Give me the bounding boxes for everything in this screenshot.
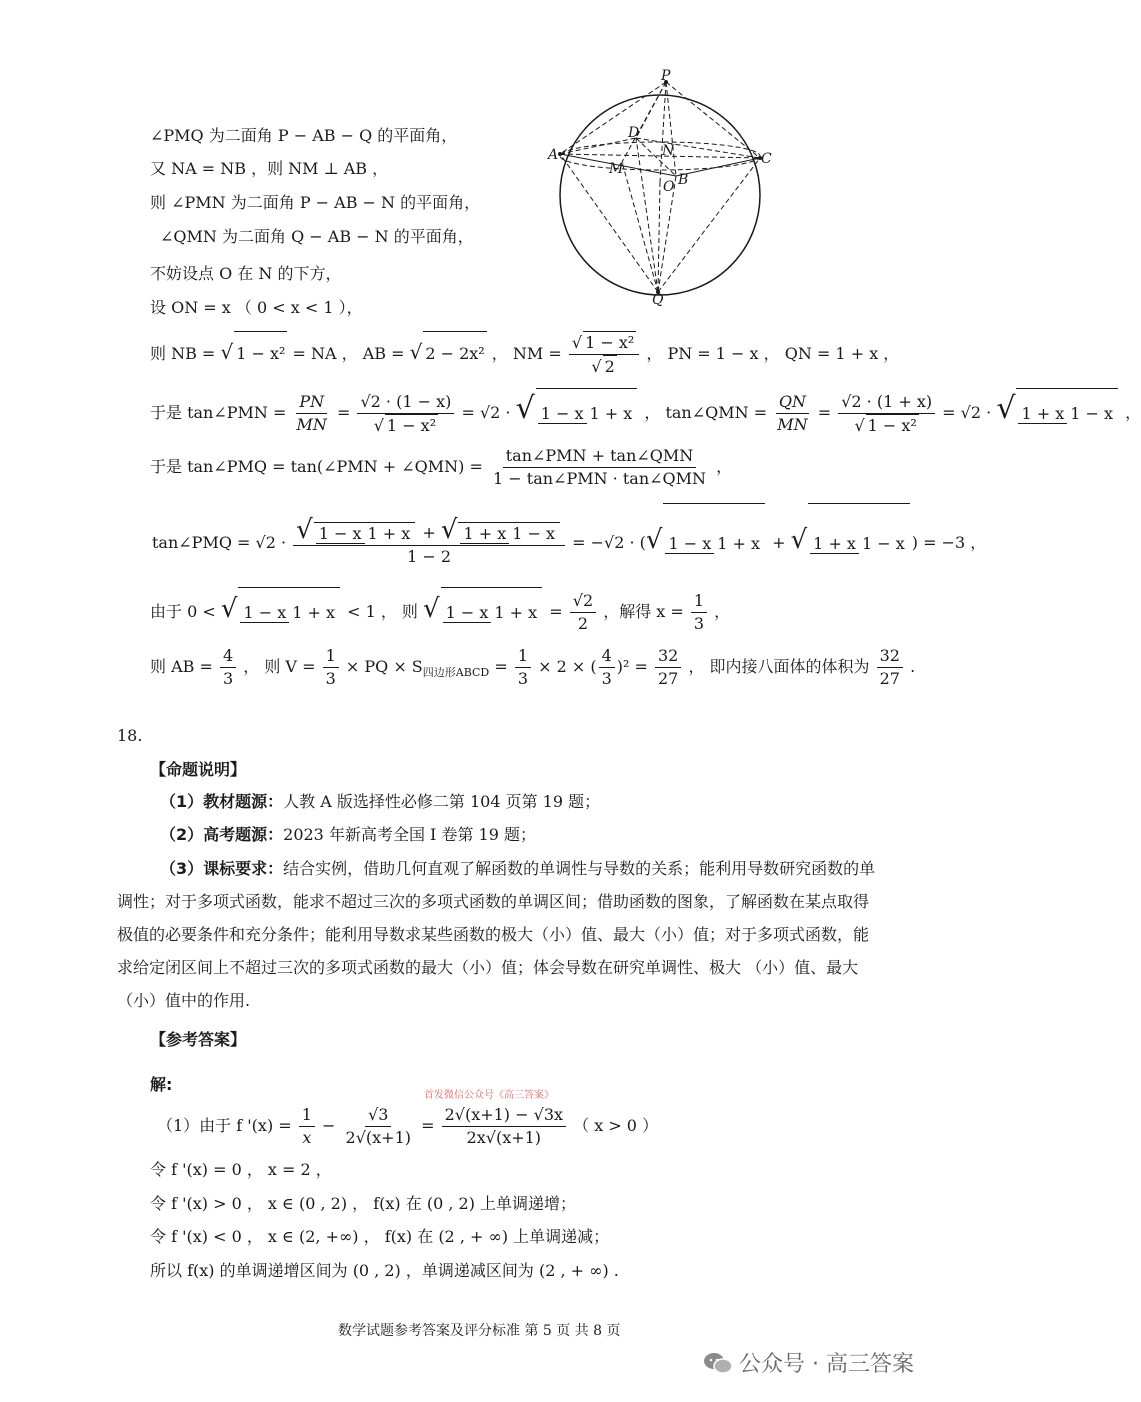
eq2-prefix: 于是 tan∠PMN = [150, 403, 292, 422]
label-a: A [548, 147, 559, 163]
watermark-small: 首发微信公众号《高三答案》 [424, 1090, 554, 1101]
solution-line-1: 令 f '(x) = 0 ， x = 2 ， [150, 1160, 332, 1179]
solution-line-3: 令 f '(x) < 0 ， x ∈ (2, +∞) ， f(x) 在 (2 , + ∞) 上单调递减； [150, 1227, 610, 1246]
brand-text: 公众号 · 高三答案 [739, 1352, 914, 1377]
label-o: O [663, 179, 675, 195]
eq1-nm: ， NM = [486, 344, 567, 363]
proof-line-3: 则 ∠PMN 为二面角 P − AB − N 的平面角， [150, 193, 481, 212]
label-n: N [662, 143, 675, 159]
equation-tangents: 于是 tan∠PMN = $\frac{PN}{MN}$ = $\frac{√2 \cdot (1 - x)}{\text{√ 1 − x²}}$ = √2 · √ 1 − x 1 + x ， tan∠QMN = $\frac{QN}{MN}$ = $\frac{√2 \cdot (1 + x)}{\text{√ 1 − x²}}$ = √2 · √ 1 + x 1 − x ， [150, 384, 1141, 439]
eq1-ab-radicand: 2 − 2x² [423, 331, 486, 376]
label-d: D [628, 125, 640, 141]
label-m: M [609, 161, 624, 177]
eq1-nm-fraction: $\frac{\text{√ 1 − x²}}{√ 2}$ [569, 331, 639, 378]
item-1: （1）教材题源：人教 A 版选择性必修二第 104 页第 19 题； [160, 792, 601, 811]
equation-lengths: 则 NB = √ 1 − x² = NA ， AB = √ 2 − 2x² ， NM = $\frac{\text{√ 1 − x²}}{√ 2}$ ， PN = 1 − x ， QN = 1 + x ， [150, 333, 900, 376]
proof-line-4: ∠QMN 为二面角 Q − AB − N 的平面角， [160, 227, 474, 246]
solution-label: 解: [150, 1075, 173, 1094]
proof-line-5: 不妨设点 O 在 N 的下方， [150, 264, 342, 283]
item-3: （3）课标要求：结合实例，借助几何直观了解函数的单调性与导数的关系；能利用导数研究函数的单调性；对于多项式函数，能求不超过三次的多项式函数的单调区间；借助函数的图象，了解函数在某点取得极值的必要条件和充分条件；能利用导数求某些函数的极大（小）值、最大（小）值；对于多项式函数，能求给定闭区间上不超过三次的多项式函数的最大（小）值；体会导数在研究单调性、极大 （小）值、最大（小）值中的作用. [117, 859, 876, 1010]
heading-answer: 【参考答案】 [150, 1030, 247, 1049]
eq1-rest: ， PN = 1 − x ， QN = 1 + x ， [641, 344, 900, 363]
item-2: （2）高考题源：2023 年新高考全国 Ⅰ 卷第 19 题； [160, 825, 536, 844]
eq1-nb-radicand: 1 − x² [234, 331, 287, 376]
proof-line-1: ∠PMQ 为二面角 P − AB − Q 的平面角， [150, 126, 458, 145]
solution-derivative: （1）由于 f '(x) = $\frac{1}{x}$ − $\frac{√3}{2√(x+1)}$ = $\frac{2√(x+1) - √3x}{2x√(x+1)}$ （ x > 0 ） [157, 1105, 659, 1147]
label-b: B [678, 172, 689, 188]
wechat-icon [703, 1351, 733, 1375]
sphere-octahedron-diagram [548, 70, 788, 310]
eq1-prefix: 则 NB = [150, 344, 221, 363]
brand-mark [703, 1347, 914, 1378]
label-p: P [661, 68, 671, 84]
page-footer: 数学试题参考答案及评分标准 第 5 页 共 8 页 [338, 1323, 621, 1339]
eq1-na: = NA ， AB = [287, 344, 410, 363]
heading-design: 【命题说明】 [150, 760, 247, 779]
proof-line-6: 设 ON = x （ 0 < x < 1 ）， [150, 298, 363, 317]
equation-tan-sum: 于是 tan∠PMQ = tan(∠PMN + ∠QMN) = $\frac{\text{tan∠PMN + tan∠QMN}}{\text{1 − tan∠PMN · tan∠QMN}}$ ， [150, 446, 733, 488]
proof-line-2: 又 NA = NB ，则 NM ⊥ AB ， [150, 159, 389, 178]
equation-volume: 则 AB = $\frac{4}{3}$ ， 则 V = $\frac{1}{3}$ × PQ × $S_{四边形ABCD}$ = $\frac{1}{3}$ × 2 × ( $\frac{4}{3}$ )² = $\frac{32}{27}$ ， 即内接八面体的体积为 $\frac{32}{27}$ . [150, 646, 916, 688]
label-c: C [761, 151, 772, 167]
section-number: 18. [117, 726, 143, 745]
equation-solve-x: 由于 0 < √ 1 − x 1 + x < 1 ， 则 √ 1 − x 1 + x = $\frac{√2}{2}$ ，解得 x = $\frac{1}{3}$ ， [150, 584, 730, 638]
solution-line-4: 所以 f(x) 的单调递增区间为 (0 , 2) ，单调递减区间为 (2 , + ∞) . [150, 1261, 619, 1280]
equation-tan-pmq: tan∠PMQ = √2 · $\frac{√ 1 - x 1 + x + √ 1 + x 1 - x}{1 - 2}$ = −√2 · (√ 1 − x 1 + x + √ 1 + x 1 − x ) = −3 ， [152, 500, 986, 584]
solution-line-2: 令 f '(x) > 0 ， x ∈ (0 , 2) ， f(x) 在 (0 , 2) 上单调递增； [150, 1194, 577, 1213]
label-q: Q [652, 292, 664, 308]
